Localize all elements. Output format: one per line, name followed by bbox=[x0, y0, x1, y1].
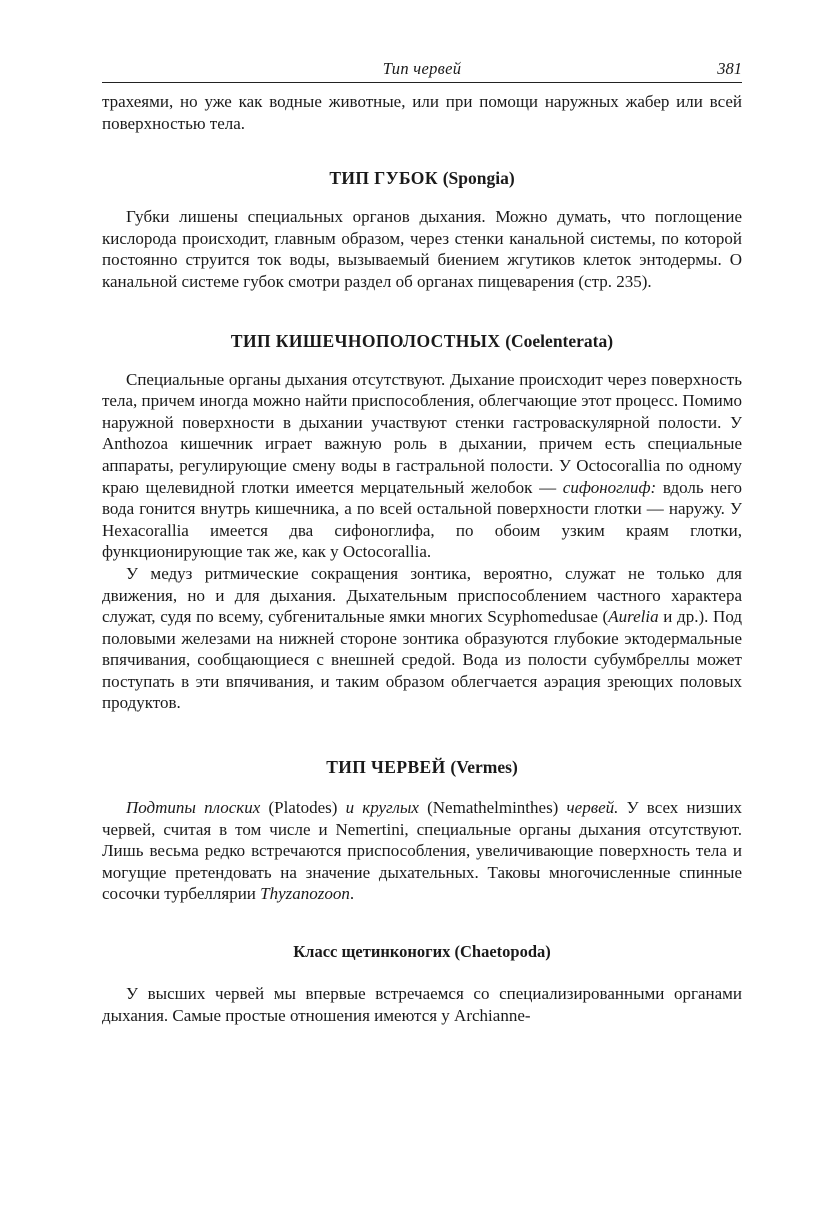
chaetopoda-paragraph: У высших червей мы впервые встречаемся со специализированными органами дыхания. Самые простые отношения имеются у Archianne- bbox=[102, 984, 742, 1025]
text-run: и др.). Под половыми железами на нижней стороне зонтика образуются глубокие эктодермальные впячивания, сообщающиеся с внешней средой. Вода из полости субумбреллы может поступать в эти впячивания, и таким образом облегчается аэрация зреющих половых продуктов. bbox=[102, 607, 742, 713]
section-heading-sponges bbox=[102, 168, 742, 189]
coelenterata-paragraph-2 bbox=[102, 563, 742, 714]
text-run: У всех низших червей, считая в том числе и Nemertini, специальные органы дыхания отсутствуют. Лишь весьма редко встречаются приспособления, увеличивающие поверхность тела и могущие претендовать на значение дыхательных. Таковы многочисленные спинные сосочки турбеллярии bbox=[102, 798, 743, 904]
heading-text: ТИП ГУБОК bbox=[329, 168, 438, 189]
heading-text: Класс щетинконогих bbox=[293, 942, 451, 962]
term-aurelia: Aurelia bbox=[608, 607, 659, 627]
subtype-flat: Подтипы плоских bbox=[126, 798, 261, 818]
section-heading-coelenterata bbox=[102, 331, 742, 352]
page-number: 381 bbox=[717, 59, 742, 78]
section-heading-chaetopoda bbox=[102, 942, 742, 962]
heading-text: ТИП ЧЕРВЕЙ bbox=[326, 757, 446, 778]
text-run: вдоль него вода гонится внутрь кишечника, а по всей остальной поверхности глотки — наружу. У Hexacorallia имеется два сифоноглифа, по обоим узким краям глотки, функционирующие так же, как у Octocorallia. bbox=[102, 477, 743, 562]
subtype-round: и круглых bbox=[345, 798, 419, 818]
heading-latin: (Spongia) bbox=[442, 168, 515, 189]
text-run: (Platodes) bbox=[268, 798, 338, 818]
term-worms: червей. bbox=[566, 798, 619, 818]
heading-latin: (Coelenterata) bbox=[505, 330, 614, 351]
term-thyzanozoon: Thyzanozoon bbox=[260, 884, 350, 904]
sentence-end: . bbox=[349, 884, 355, 904]
text-run: У медуз ритмические сокращения зонтика, вероятно, служат не только для движения, но и для дыхания. Дыхательным приспособлением частного характера служат, судя по всему, субгенитальные ямки многих Scyphomedusae ( bbox=[102, 563, 742, 627]
running-title: Тип червей bbox=[382, 59, 462, 78]
section-heading-worms bbox=[102, 757, 742, 778]
term-siphonoglyph: сифоноглиф: bbox=[562, 477, 657, 497]
text-run: (Nemathelminthes) bbox=[427, 798, 559, 818]
intro-paragraph: трахеями, но уже как водные животные, или при помощи наружных жабер или всей поверхностью тела. bbox=[102, 92, 742, 133]
text-run: Специальные органы дыхания отсутствуют. Дыхание происходит через поверхность тела, причем иногда можно найти приспособления, облегчающие этот процесс. Помимо наружной поверхности в дыхании участвуют стенки гастроваскулярной полости. У Anthozoa кишечник играет важную роль в дыхании, причем есть специальные аппараты, регулирующие смену воды в гастральной полости. У Octocorallia по одному краю щелевидной глотки имеется мерцательный желобок — bbox=[102, 369, 742, 497]
heading-text: ТИП КИШЕЧНОПОЛОСТНЫХ bbox=[230, 330, 501, 351]
running-header bbox=[102, 52, 742, 83]
book-page bbox=[102, 52, 742, 1026]
worms-paragraph bbox=[102, 797, 742, 905]
sponges-paragraph: Губки лишены специальных органов дыхания. Можно думать, что поглощение кислорода происходит, главным образом, через стенки канальной системы, по которой постоянно струится ток воды, вызываемый биением жгутиков клеток энтодермы. О канальной системе губок смотри раздел об органах пищеварения (стр. 235). bbox=[102, 207, 742, 291]
heading-latin: (Chaetopoda) bbox=[454, 942, 551, 962]
heading-latin: (Vermes) bbox=[450, 757, 518, 778]
coelenterata-paragraph-1 bbox=[102, 369, 742, 563]
